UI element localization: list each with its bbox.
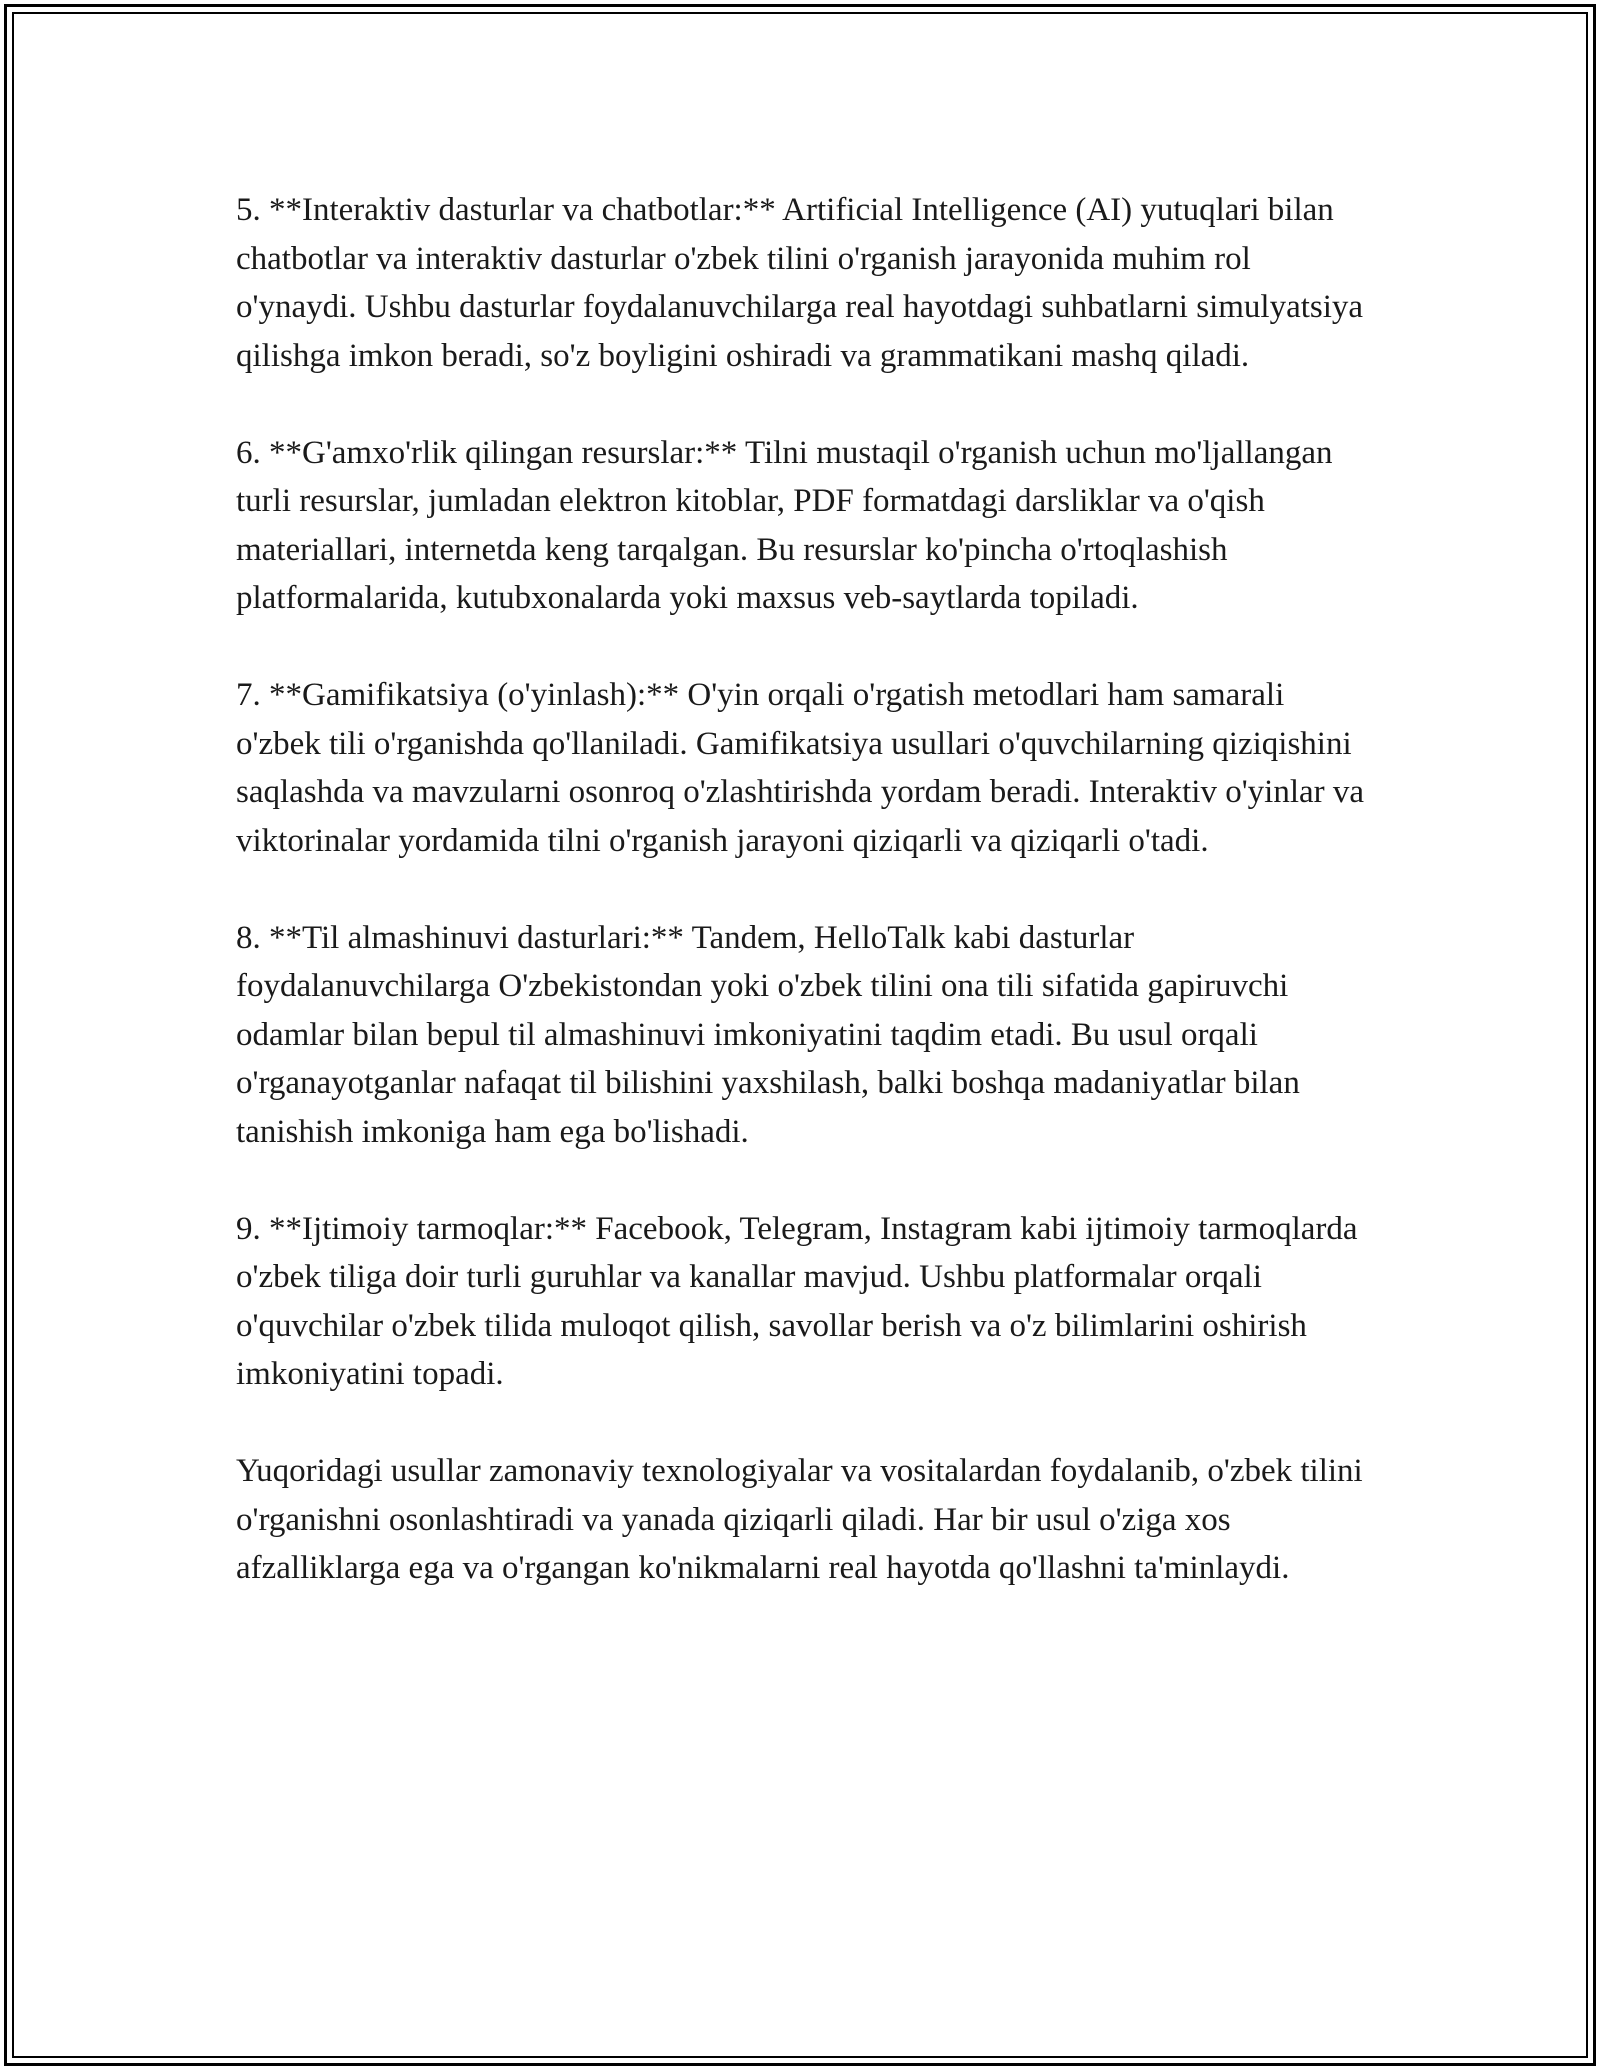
paragraph-item-7: 7. **Gamifikatsiya (o'yinlash):** O'yin orqali o'rgatish metodlari ham samarali o'zbek tili o'rganishda qo'llaniladi. Gamifikatsiya usullari o'quvchilarning qiziqishini saqlashda va mavzularni osonroq o'zlashtirishda yordam beradi. Interaktiv o'yinlar va viktorinalar yordamida tilni o'rganish jarayoni qiziqarli va qiziqarli o'tadi. xyxy=(236,677,1365,859)
paragraph-item-6: 6. **G'amxo'rlik qilingan resurslar:** Tilni mustaqil o'rganish uchun mo'ljallangan turli resurslar, jumladan elektron kitoblar, PDF formatdagi darsliklar va o'qish materiallari, internetda keng tarqalgan. Bu resurslar ko'pincha o'rtoqlashish platformalarida, kutubxonalarda yoki maxsus veb-saytlarda topiladi. xyxy=(236,434,1333,616)
paragraph-item-5: 5. **Interaktiv dasturlar va chatbotlar:** Artificial Intelligence (AI) yutuqlari bilan chatbotlar va interaktiv dasturlar o'zbek tilini o'rganish jarayonida muhim rol o'ynaydi. Ushbu dasturlar foydalanuvchilarga real hayotdagi suhbatlarni simulyatsiya qilishga imkon beradi, so'z boyligini oshiradi va grammatikani mashq qiladi. xyxy=(236,192,1364,374)
document-body xyxy=(236,186,1366,1593)
paragraph-item-9: 9. **Ijtimoiy tarmoqlar:** Facebook, Telegram, Instagram kabi ijtimoiy tarmoqlarda o'zbek tiliga doir turli guruhlar va kanallar mavjud. Ushbu platformalar orqali o'quvchilar o'zbek tilida muloqot qilish, savollar berish va o'z bilimlarini oshirish imkoniyatini topadi. xyxy=(236,1210,1358,1392)
paragraph-conclusion: Yuqoridagi usullar zamonaviy texnologiyalar va vositalardan foydalanib, o'zbek tilini o'rganishni osonlashtiradi va yanada qiziqarli qiladi. Har bir usul o'ziga xos afzalliklarga ega va o'rgangan ko'nikmalarni real hayotda qo'llashni ta'minlaydi. xyxy=(236,1453,1363,1586)
paragraph-item-8: 8. **Til almashinuvi dasturlari:** Tandem, HelloTalk kabi dasturlar foydalanuvchilarga O'zbekistondan yoki o'zbek tilini ona tili sifatida gapiruvchi odamlar bilan bepul til almashinuvi imkoniyatini taqdim etadi. Bu usul orqali o'rganayotganlar nafaqat til bilishini yaxshilash, balki boshqa madaniyatlar bilan tanishish imkoniga ham ega bo'lishadi. xyxy=(236,919,1300,1150)
